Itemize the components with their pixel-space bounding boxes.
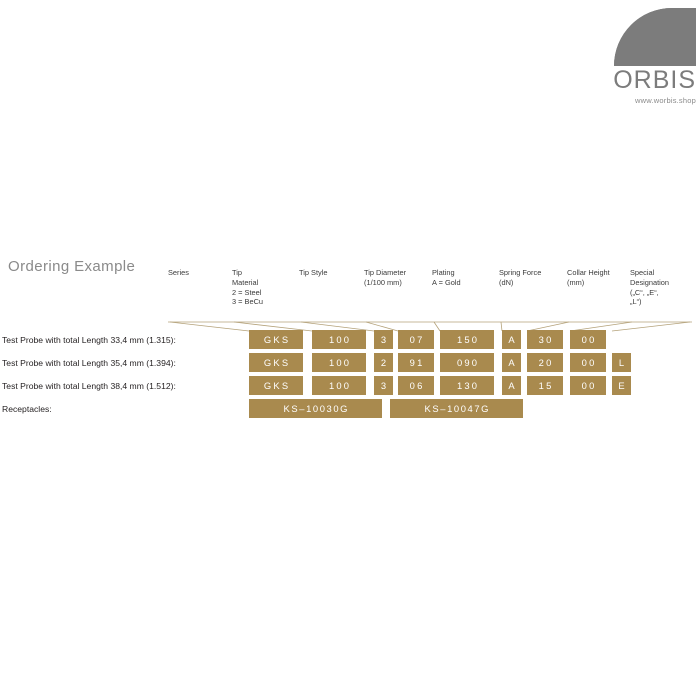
column-header-special-designation: [630, 268, 694, 307]
column-header-line: Series: [168, 268, 189, 277]
cell-special-designation[interactable]: E: [612, 376, 631, 395]
cell-special-designation[interactable]: L: [612, 353, 631, 372]
page-title: Ordering Example: [8, 258, 136, 275]
cell-series[interactable]: GKS: [249, 330, 303, 349]
table-row: [0, 330, 700, 353]
cell-collar-height[interactable]: 00: [570, 353, 606, 372]
cell-spring-force[interactable]: 30: [527, 330, 563, 349]
cell-spring-force[interactable]: 20: [527, 353, 563, 372]
column-header-line: Material: [232, 277, 259, 287]
column-header-line: Tip Style: [299, 268, 328, 277]
column-header-line: Designation: [630, 277, 670, 287]
logo-wordmark: ORBIS: [613, 66, 696, 94]
column-header-line: („C“, „E“,: [630, 287, 659, 297]
ordering-rows: [0, 330, 700, 422]
row-label: Test Probe with total Length 33,4 mm (1.315):: [2, 335, 176, 345]
column-headers: [0, 262, 700, 322]
cell-tip-material[interactable]: 100: [312, 376, 366, 395]
cell-plating-value[interactable]: 130: [440, 376, 494, 395]
column-header-line: Special: [630, 268, 655, 277]
cell-receptacle-2[interactable]: KS–10047G: [390, 399, 523, 418]
column-header-tip-diameter: [364, 268, 428, 288]
cell-tip-style[interactable]: 3: [374, 376, 393, 395]
column-header-line: Tip: [232, 268, 242, 277]
cell-tip-style[interactable]: 3: [374, 330, 393, 349]
cell-plating[interactable]: A: [502, 353, 521, 372]
column-header-collar-height: [567, 268, 627, 288]
column-header-line: 3 = BeCu: [232, 297, 264, 307]
brand-logo: [592, 8, 696, 105]
column-header-plating: [432, 268, 494, 288]
column-header-series: [168, 268, 226, 278]
column-header-tip-style: [299, 268, 359, 278]
column-header-spring-force: [499, 268, 561, 288]
row-label: Test Probe with total Length 35,4 mm (1.394):: [2, 358, 176, 368]
cell-plating-value[interactable]: 150: [440, 330, 494, 349]
cell-collar-height[interactable]: 00: [570, 376, 606, 395]
cell-tip-diameter[interactable]: 07: [398, 330, 434, 349]
table-row: [0, 399, 700, 422]
column-header-line: Plating: [432, 268, 455, 277]
cell-tip-material[interactable]: 100: [312, 330, 366, 349]
column-header-line: (mm): [567, 277, 585, 287]
column-header-line: 2 = Steel: [232, 287, 262, 297]
table-row: [0, 376, 700, 399]
cell-plating[interactable]: A: [502, 376, 521, 395]
logo-url: www.worbis.shop: [635, 96, 696, 105]
cell-spring-force[interactable]: 15: [527, 376, 563, 395]
cell-receptacle-1[interactable]: KS–10030G: [249, 399, 382, 418]
quarter-arc-logo-icon: [614, 8, 696, 66]
cell-tip-diameter[interactable]: 06: [398, 376, 434, 395]
column-header-tip-material: [232, 268, 294, 307]
cell-tip-style[interactable]: 2: [374, 353, 393, 372]
row-label: Receptacles:: [2, 404, 52, 414]
column-header-line: „L“): [630, 297, 642, 307]
column-header-line: (1/100 mm): [364, 277, 402, 287]
table-row: [0, 353, 700, 376]
column-header-line: A = Gold: [432, 277, 461, 287]
cell-plating-value[interactable]: 090: [440, 353, 494, 372]
column-header-line: Tip Diameter: [364, 268, 407, 277]
column-header-line: (dN): [499, 277, 514, 287]
row-label: Test Probe with total Length 38,4 mm (1.512):: [2, 381, 176, 391]
cell-tip-diameter[interactable]: 91: [398, 353, 434, 372]
column-header-line: Collar Height: [567, 268, 610, 277]
cell-collar-height[interactable]: 00: [570, 330, 606, 349]
cell-tip-material[interactable]: 100: [312, 353, 366, 372]
column-header-line: Spring Force: [499, 268, 542, 277]
cell-series[interactable]: GKS: [249, 353, 303, 372]
cell-plating[interactable]: A: [502, 330, 521, 349]
cell-series[interactable]: GKS: [249, 376, 303, 395]
